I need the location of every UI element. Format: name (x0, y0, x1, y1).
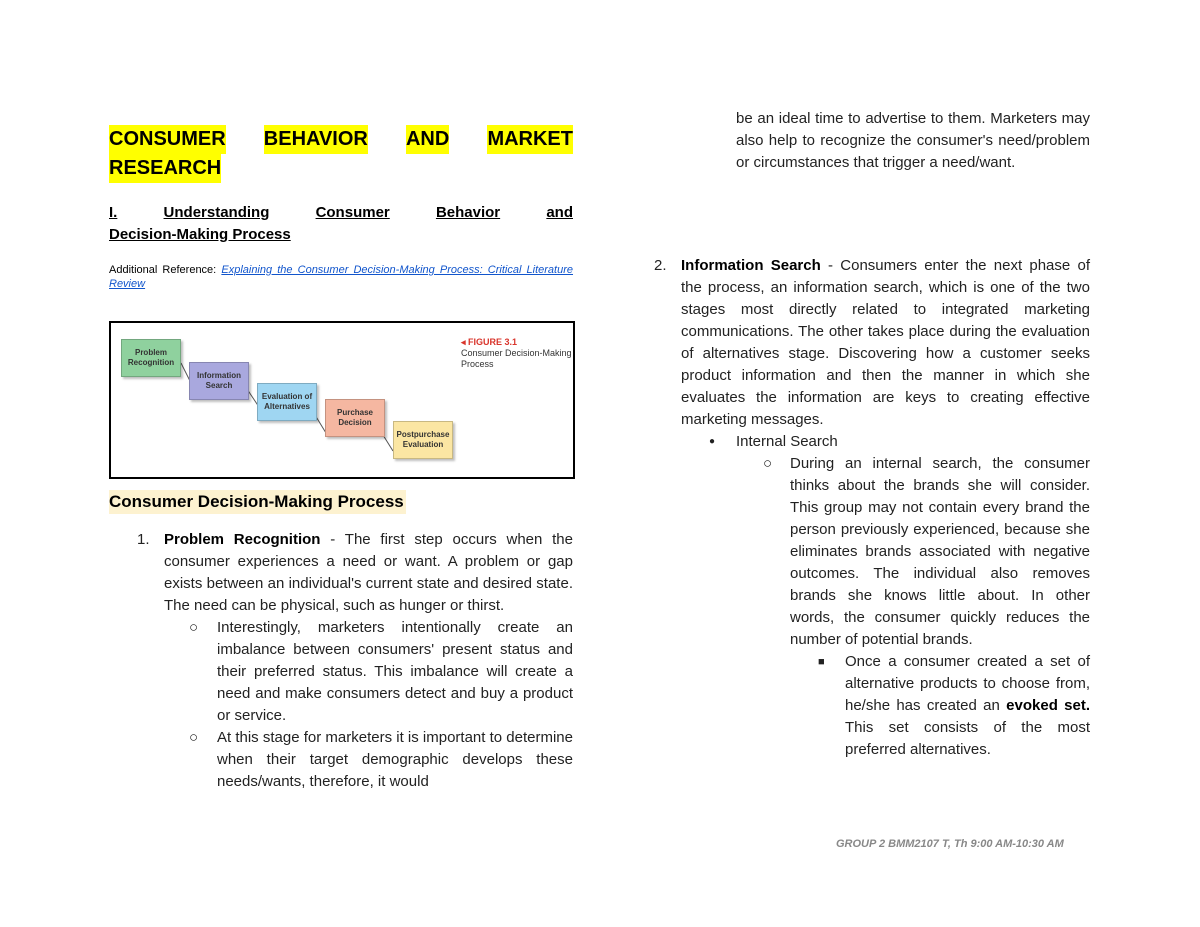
term: Problem Recognition (164, 531, 321, 548)
heading-word: Behavior (435, 204, 501, 221)
hollow-bullet-icon: ○ (189, 619, 199, 636)
heading-word: Consumer (315, 204, 390, 221)
decision-process-figure (109, 321, 575, 479)
heading-line-2: Decision-Making Process (109, 226, 291, 243)
description: - The first step occurs when the consumer experiences a need or want. A problem or gap exists between an individual's current state and desired state. The need can be physical, such as hunger or thirst. (164, 531, 573, 614)
caption-line: Process (461, 359, 494, 369)
title-word: MARKET (487, 125, 573, 154)
heading-word: I. (109, 204, 118, 221)
section-heading (109, 202, 573, 246)
title-word: BEHAVIOR (264, 125, 368, 154)
hollow-bullet-icon: ○ (763, 455, 773, 472)
filled-bullet-icon: ● (709, 436, 716, 447)
list-item-text (164, 529, 573, 617)
document-title (109, 125, 573, 183)
term: evoked set. (1006, 697, 1090, 714)
square-bullet-icon: ■ (818, 656, 825, 668)
list-item-text (681, 255, 1090, 431)
title-word: CONSUMER (109, 125, 226, 154)
sub-bullet-text: During an internal search, the consumer thinks about the brands she will consider. This group may not contain every brand the person previously experienced, because she eliminates brands associated with negative outcomes. The individual also removes brands she knows little about. In other words, the consumer quickly reduces the number of potential brands. (790, 455, 1090, 648)
heading-word: Understanding (163, 204, 270, 221)
figure-step: Problem Recognition (121, 339, 181, 377)
sub-sub-bullet-text: Once a consumer created a set of alternative products to choose from, he/she has created an (845, 653, 1090, 714)
continued-sub-bullet-text: be an ideal time to advertise to them. Marketers may also help to recognize the consumer's need/problem or circumstances that trigger a need/want. (736, 110, 1090, 171)
sub-bullet-text: At this stage for marketers it is important to determine when their target demographic develops these needs/wants, therefore, it would (217, 729, 573, 790)
figure-step: Purchase Decision (325, 399, 385, 437)
hollow-bullet-icon: ○ (189, 729, 199, 746)
figure-step: Postpurchase Evaluation (393, 421, 453, 459)
figure-step: Evaluation of Alternatives (257, 383, 317, 421)
term: Information Search (681, 257, 821, 274)
sub-bullet-text: Interestingly, marketers intentionally create an imbalance between consumers' present status and their preferred status. This imbalance will create a need and make consumers detect and buy a product or service. (217, 619, 573, 724)
reference-label: Additional Reference: (109, 264, 217, 276)
sub-bullet (763, 453, 1090, 651)
list-number: 1. (137, 531, 150, 548)
list-item-problem-recognition (109, 529, 573, 793)
process-title: Consumer Decision-Making Process (109, 490, 406, 514)
figure-step: Information Search (189, 362, 249, 400)
title-word: AND (406, 125, 449, 154)
figure-number: ◂ FIGURE 3.1 (461, 337, 518, 347)
title-line-1 (109, 125, 573, 154)
sub-bullet (189, 617, 573, 727)
description: - Consumers enter the next phase of the process, an information search, which is one of the two stages most directly related to integrated marketing communications. The other takes place during the evaluation of alternatives stage. Discovering how a customer seeks product information and then the manner in which she evaluates the information are keys to creating effective marketing messages. (681, 257, 1090, 428)
sub-sub-bullet (818, 651, 1090, 761)
heading-word: and (546, 204, 573, 221)
figure-caption (461, 337, 572, 370)
bullet-text: Internal Search (736, 433, 838, 450)
list-number: 2. (654, 257, 667, 274)
caption-line: Consumer Decision-Making (461, 348, 572, 358)
page-footer: GROUP 2 BMM2107 T, Th 9:00 AM-10:30 AM (836, 838, 1064, 850)
bullet-internal-search (709, 431, 1090, 453)
sub-bullet (189, 727, 573, 793)
list-item-information-search (654, 255, 1090, 761)
title-line-2: RESEARCH (109, 154, 221, 183)
sub-sub-bullet-text: This set consists of the most preferred alternatives. (845, 719, 1090, 758)
reference-link[interactable]: Explaining the Consumer Decision-Making Process: Critical Literature Review (109, 264, 573, 290)
additional-reference (109, 263, 573, 291)
connector-arrow (383, 435, 393, 451)
